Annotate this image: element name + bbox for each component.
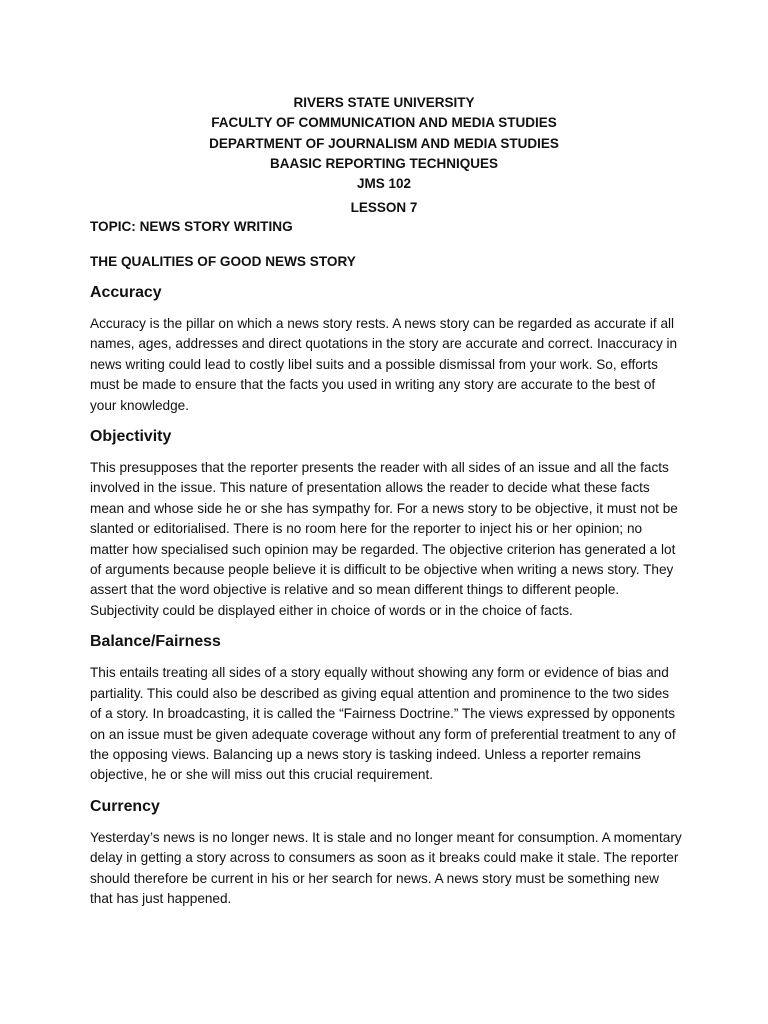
lesson-number: LESSON 7	[350, 200, 418, 216]
section-heading-accuracy: Accuracy	[90, 284, 162, 301]
section-heading-balance-fairness: Balance/Fairness	[90, 633, 221, 651]
section-body-accuracy: Accuracy is the pillar on which a news story rests. A news story can be regarded as accurate if all names, ages, addresses and direct quotations in the story are accurate and correct. Inaccuracy in news writing could lead to costly libel suits and a possible dismissal from your work. So, efforts must be made to ensure that the facts you used in writing any story are accurate to the best of your knowledge.	[90, 316, 678, 413]
university-name: RIVERS STATE UNIVERSITY	[293, 95, 475, 110]
department-name: DEPARTMENT OF JOURNALISM AND MEDIA STUDIES	[209, 135, 559, 151]
faculty-name: FACULTY OF COMMUNICATION AND MEDIA STUDIES	[211, 115, 557, 131]
section-body-objectivity: This presupposes that the reporter presents the reader with all sides of an issue and all the facts involved in the issue. This nature of presentation allows the reader to decide what these facts mean and whose side he or she has sympathy for. For a news story to be objective, it must not be slanted or editorialised. There is no room here for the reporter to inject his or her opinion; no matter how specialised such opinion may be regarded. The objective criterion has generated a lot of arguments because people believe it is difficult to be objective when writing a news story. They assert that the word objective is relative and so mean different things to different people. Subjectivity could be displayed either in choice of words or in the choice of facts.	[90, 460, 678, 618]
qualities-heading: THE QUALITIES OF GOOD NEWS STORY	[90, 254, 356, 269]
document-body	[90, 217, 682, 909]
section-heading-objectivity: Objectivity	[90, 428, 172, 446]
course-code: JMS 102	[356, 176, 412, 192]
section-body-balance-fairness: This entails treating all sides of a story equally without showing any form or evidence of bias and partiality. This could also be described as giving equal attention and prominence to the two sides of a story. In broadcasting, it is called the “Fairness Doctrine.” The views expressed by opponents on an issue must be given adequate coverage without any form of preferential treatment to any of the opposing views. Balancing up a news story is tasking indeed. Unless a reporter remains objective, he or she will miss out this crucial requirement.	[90, 665, 676, 783]
course-title: BAASIC REPORTING TECHNIQUES	[269, 155, 499, 171]
topic-line: TOPIC: NEWS STORY WRITING	[90, 219, 293, 234]
section-heading-currency: Currency	[90, 797, 160, 815]
section-body-currency: Yesterday’s news is no longer news. It is stale and no longer meant for consumption. A momentary delay in getting a story across to consumers as soon as it breaks could make it stale. The reporter should therefore be current in his or her search for news. A news story must be something new that has just happened.	[90, 829, 682, 906]
document-header	[0, 93, 768, 218]
